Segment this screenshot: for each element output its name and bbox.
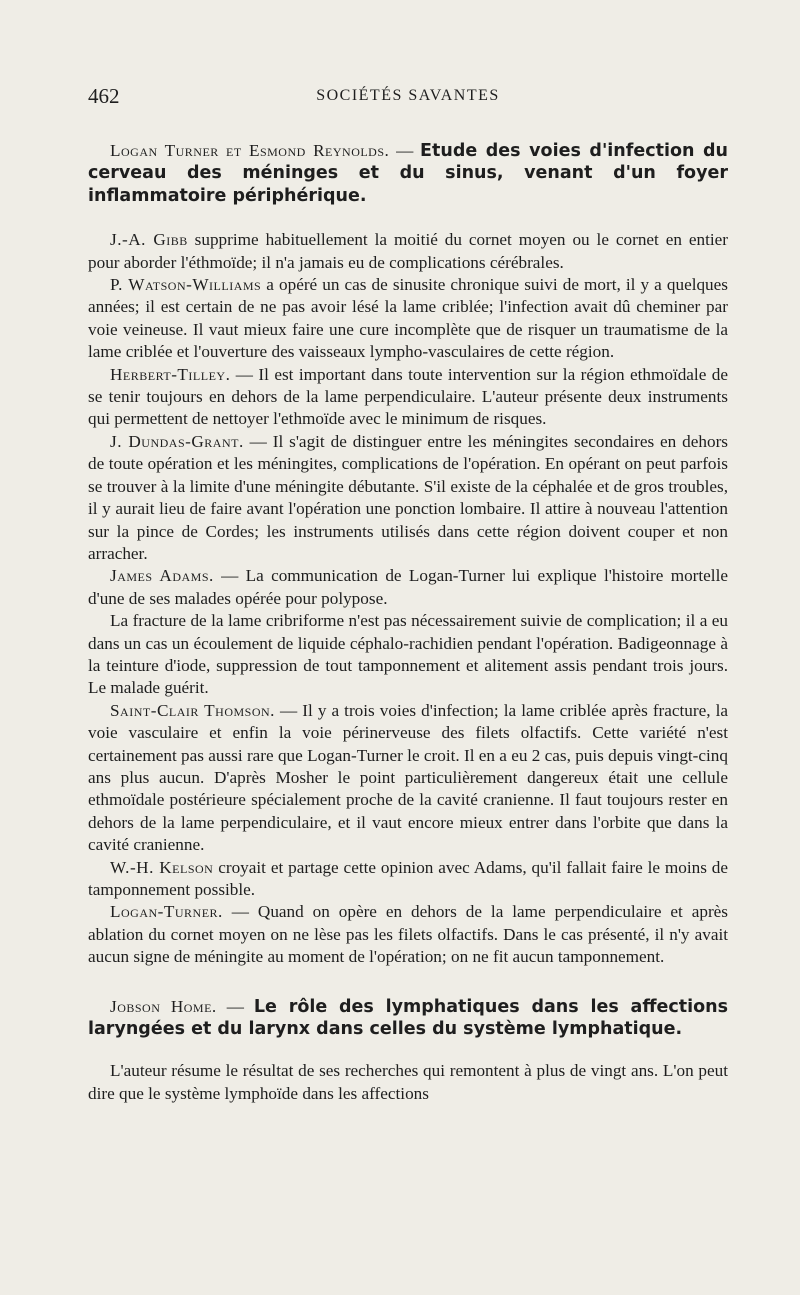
paragraph — [88, 364, 728, 431]
speaker-name: J.-A. Gibb — [110, 230, 188, 250]
paragraph-text: supprime habituellement la moitié du cornet moyen ou le cornet en entier pour aborder l'éthmoïde; il n'a jamais eu de complications cérébrales. — [88, 230, 728, 272]
paragraph-text: L'auteur résume le résultat de ses recherches qui remontent à plus de vingt ans. L'on peut dire que le système lymphoïde dans les affections — [88, 1061, 728, 1103]
paragraph-text: croyait et partage cette opinion avec Adams, qu'il fallait faire le moins de tamponnement possible. — [88, 857, 729, 899]
speaker-name: J. Dundas-Grant. — [110, 431, 244, 451]
section-heading — [88, 996, 728, 1041]
paragraph — [88, 1060, 728, 1105]
spacer — [88, 1040, 728, 1060]
paragraph-text: — Il s'agit de distinguer entre les méningites secondaires en dehors de toute opération et les méningites, complications de l'opération. En opérant on peut parfois se trouver à la limite d'une méningite débutante. S'il existe de la céphalée et de gros troubles, il y aurait lieu de faire avant l'opération une ponction lombaire. Il attire à nouveau l'attention sur la pince de Cordes; les instruments utilisés dans cette région doivent couper et non arracher. — [88, 431, 728, 563]
paragraph — [88, 610, 728, 700]
paragraph-text: La fracture de la lame cribriforme n'est pas nécessairement suivie de complication; il a eu dans un cas un écoulement de liquide céphalo-rachidien pendant l'opération. Badigeonnage à la teinture d'iode, suppression de tout tamponnement et alitement assis pendant trois jours. Le malade guérit. — [88, 611, 728, 698]
paragraph — [88, 857, 728, 902]
speaker-name: Logan-Turner. — [110, 902, 223, 922]
paragraph — [88, 229, 728, 274]
paragraph-text: a opéré un cas de sinusite chronique suivi de mort, il y a quelques années; il est certain de ne pas avoir lésé la lame criblée; l'infection avait dû cheminer par voie veineuse. Il vaut mieux faire une cure incomplète que de risquer un traumatisme de la lame criblée et l'ouverture des vaisseaux lympho-vasculaires de cette région. — [88, 275, 728, 362]
paragraph-text: — Il y a trois voies d'infection; la lame criblée après fracture, la voie vasculaire et enfin la voie périnerveuse des filets olfactifs. Cette variété n'est certainement pas aussi rare que Logan-Turner le croit. Il en a eu 2 cas, puis depuis vingt-cinq ans plus aucun. D'après Mosher le point particulièrement dangereux était une cellule ethmoïdale postérieure spécialement proche de la cavité cranienne. Il faut toujours rester en dehors de la lame perpendiculaire, et il vaut encore mieux entrer dans l'orbite que dans la cavité cranienne. — [88, 700, 728, 855]
heading-dash: — — [216, 996, 254, 1016]
speaker-name: W.-H. Kelson — [110, 857, 214, 877]
section-authors: Jobson Home. — [110, 996, 217, 1016]
running-header — [88, 84, 728, 114]
paragraph — [88, 901, 728, 968]
paragraph — [88, 431, 728, 565]
page-number: 462 — [88, 84, 120, 108]
paragraph — [88, 274, 728, 364]
paragraph-text: — La communication de Logan-Turner lui explique l'histoire mortelle d'une de ses malades opérée pour polypose. — [88, 566, 728, 608]
page-body — [88, 140, 728, 1105]
speaker-name: James Adams. — [110, 566, 214, 586]
section-paragraphs — [88, 229, 728, 968]
section-paragraphs — [88, 1060, 728, 1105]
spacer — [88, 207, 728, 229]
heading-dash: — — [389, 141, 421, 160]
section-title: Etude des voies d'infection du cerveau des méninges et du sinus, venant d'un foyer inflammatoire périphérique. — [88, 141, 729, 206]
paragraph-text: — Quand on opère en dehors de la lame perpendiculaire et après ablation du cornet moyen on ne lèse pas les filets olfactifs. Dans le cas présenté, il n'y avait aucun signe de méningite au moment de l'opération; on ne fit aucun tamponnement. — [88, 902, 728, 967]
speaker-name: Herbert-Tilley. — [110, 364, 231, 384]
section-title: Le rôle des lymphatiques dans les affections laryngées et du larynx dans celles du système lymphatique. — [88, 996, 729, 1040]
paragraph — [88, 565, 728, 610]
spacer — [88, 969, 728, 996]
speaker-name: Saint-Clair Thomson. — [110, 700, 275, 720]
paragraph-text: — Il est important dans toute intervention sur la région ethmoïdale de se tenir toujours en dehors de la lame perpendiculaire. L'auteur présente deux instruments qui permettent de nettoyer l'ethmoïde avec le minimum de risques. — [88, 364, 728, 429]
speaker-name: P. Watson-Williams — [110, 275, 262, 295]
running-title: SOCIÉTÉS SAVANTES — [316, 87, 500, 104]
paragraph — [88, 700, 728, 857]
section-heading — [88, 140, 728, 207]
section-authors: Logan Turner et Esmond Reynolds. — [110, 141, 390, 160]
